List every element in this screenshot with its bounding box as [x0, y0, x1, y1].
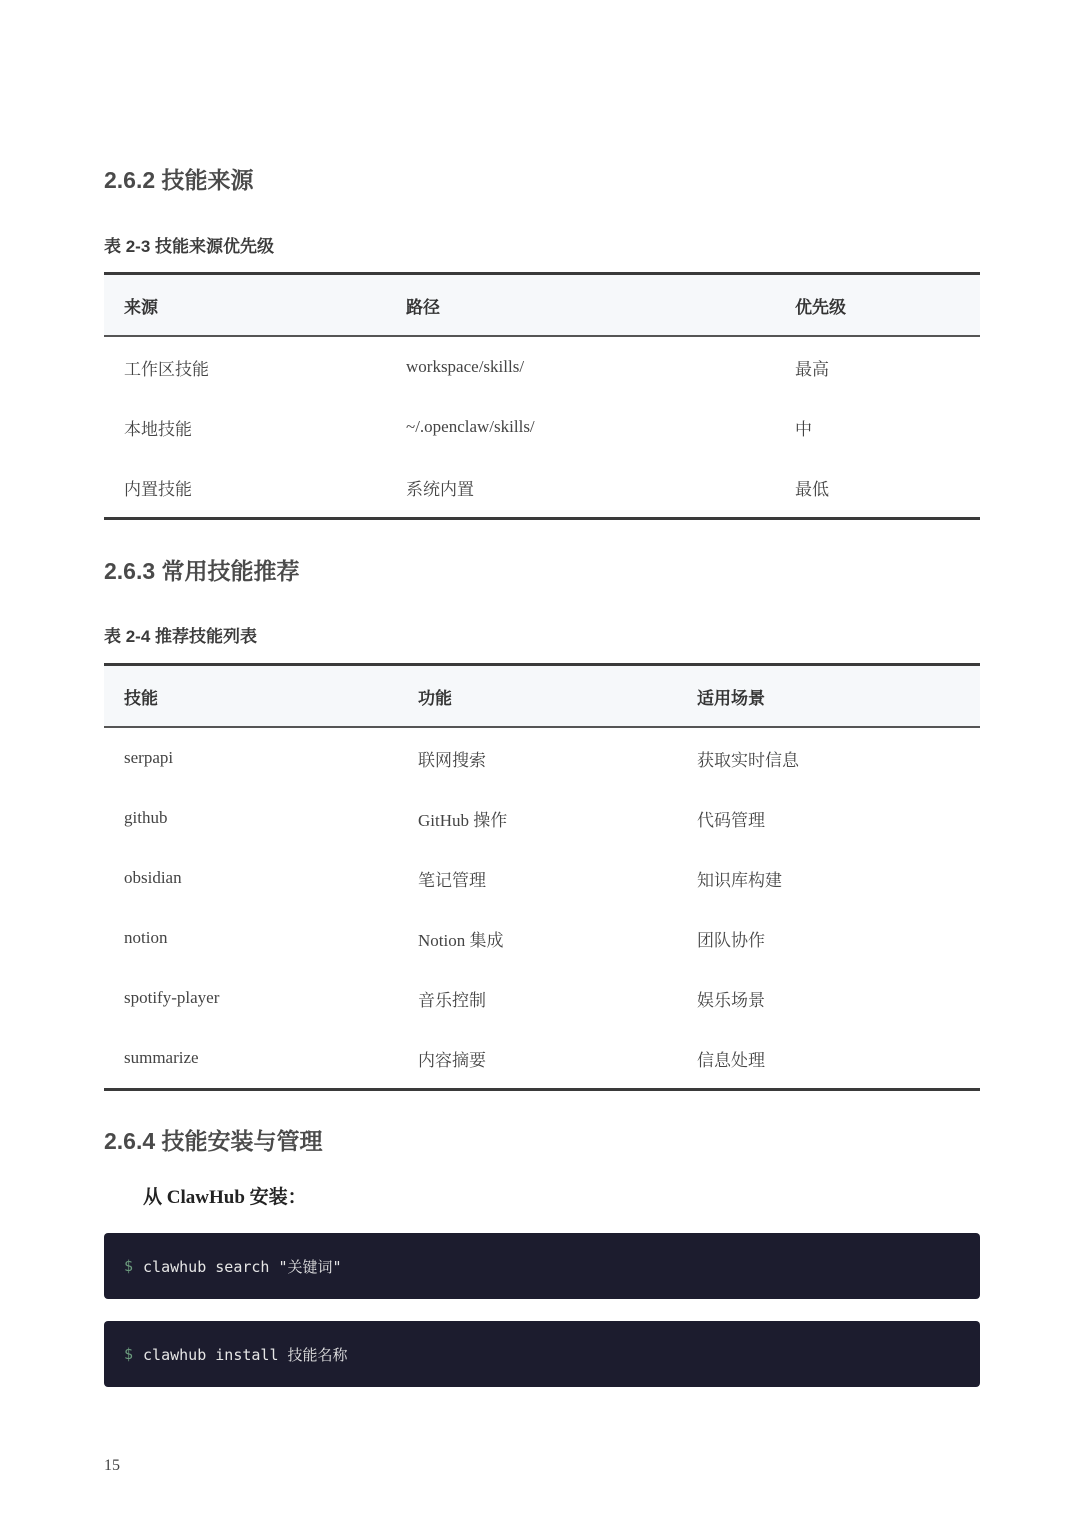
column-header: 来源: [104, 274, 386, 337]
table-header-row: [104, 274, 980, 337]
table-row: [104, 336, 980, 397]
table-cell: 娱乐场景: [697, 990, 765, 1010]
table-cell: 笔记管理: [418, 870, 486, 890]
table-row: [104, 1028, 980, 1090]
code-command: clawhub install 技能名称: [143, 1345, 348, 1364]
table-row: [104, 968, 980, 1028]
section-heading-skill-sources: 2.6.2 技能来源: [104, 167, 254, 193]
table-cell: notion: [124, 928, 168, 947]
table-cell: serpapi: [124, 748, 174, 767]
column-header: 优先级: [775, 274, 980, 337]
table-cell: obsidian: [124, 868, 182, 887]
table-caption-2-4: 表 2-4 推荐技能列表: [104, 627, 258, 646]
table-caption-2-3: 表 2-3 技能来源优先级: [104, 237, 275, 256]
column-header: 功能: [398, 665, 677, 728]
table-header-row: [104, 665, 980, 728]
table-cell: ~/.openclaw/skills/: [406, 417, 535, 436]
table-cell: 工作区技能: [124, 359, 209, 379]
table-cell: Notion 集成: [418, 930, 504, 950]
table-row: [104, 397, 980, 457]
table-cell: github: [124, 808, 168, 827]
table-cell: spotify-player: [124, 988, 220, 1007]
table-cell: 团队协作: [697, 930, 765, 950]
column-header: 路径: [386, 274, 775, 337]
table-cell: 最高: [795, 359, 829, 379]
table-cell: 系统内置: [406, 479, 474, 499]
section-heading-skill-install: 2.6.4 技能安装与管理: [104, 1128, 323, 1154]
code-block-search[interactable]: [104, 1233, 980, 1299]
table-cell: 代码管理: [697, 810, 765, 830]
code-command: clawhub search "关键词": [143, 1257, 342, 1276]
shell-prompt: $: [124, 1257, 134, 1275]
table-cell: 内置技能: [124, 479, 192, 499]
install-subheading: 从 ClawHub 安装：: [143, 1187, 307, 1208]
table-cell: 内容摘要: [418, 1050, 486, 1070]
table-cell: workspace/skills/: [406, 357, 525, 376]
table-cell: 知识库构建: [697, 870, 782, 890]
table-row: [104, 457, 980, 519]
recommended-skills-table: [104, 663, 980, 1091]
table-row: [104, 788, 980, 848]
table-cell: 最低: [795, 479, 829, 499]
skill-sources-table: [104, 272, 980, 520]
table-cell: GitHub 操作: [418, 810, 508, 830]
table-cell: 音乐控制: [418, 990, 486, 1010]
table-cell: 信息处理: [697, 1050, 765, 1070]
section-heading-recommended-skills: 2.6.3 常用技能推荐: [104, 558, 300, 584]
table-row: [104, 908, 980, 968]
table-cell: 获取实时信息: [697, 750, 799, 770]
page-number: 15: [104, 1457, 120, 1474]
table-row: [104, 727, 980, 788]
column-header: 适用场景: [677, 665, 980, 728]
code-block-install[interactable]: [104, 1321, 980, 1387]
table-cell: 联网搜索: [418, 750, 486, 770]
shell-prompt: $: [124, 1345, 134, 1363]
table-cell: 中: [795, 419, 812, 439]
table-row: [104, 848, 980, 908]
column-header: 技能: [104, 665, 398, 728]
table-cell: summarize: [124, 1048, 199, 1067]
table-cell: 本地技能: [124, 419, 192, 439]
